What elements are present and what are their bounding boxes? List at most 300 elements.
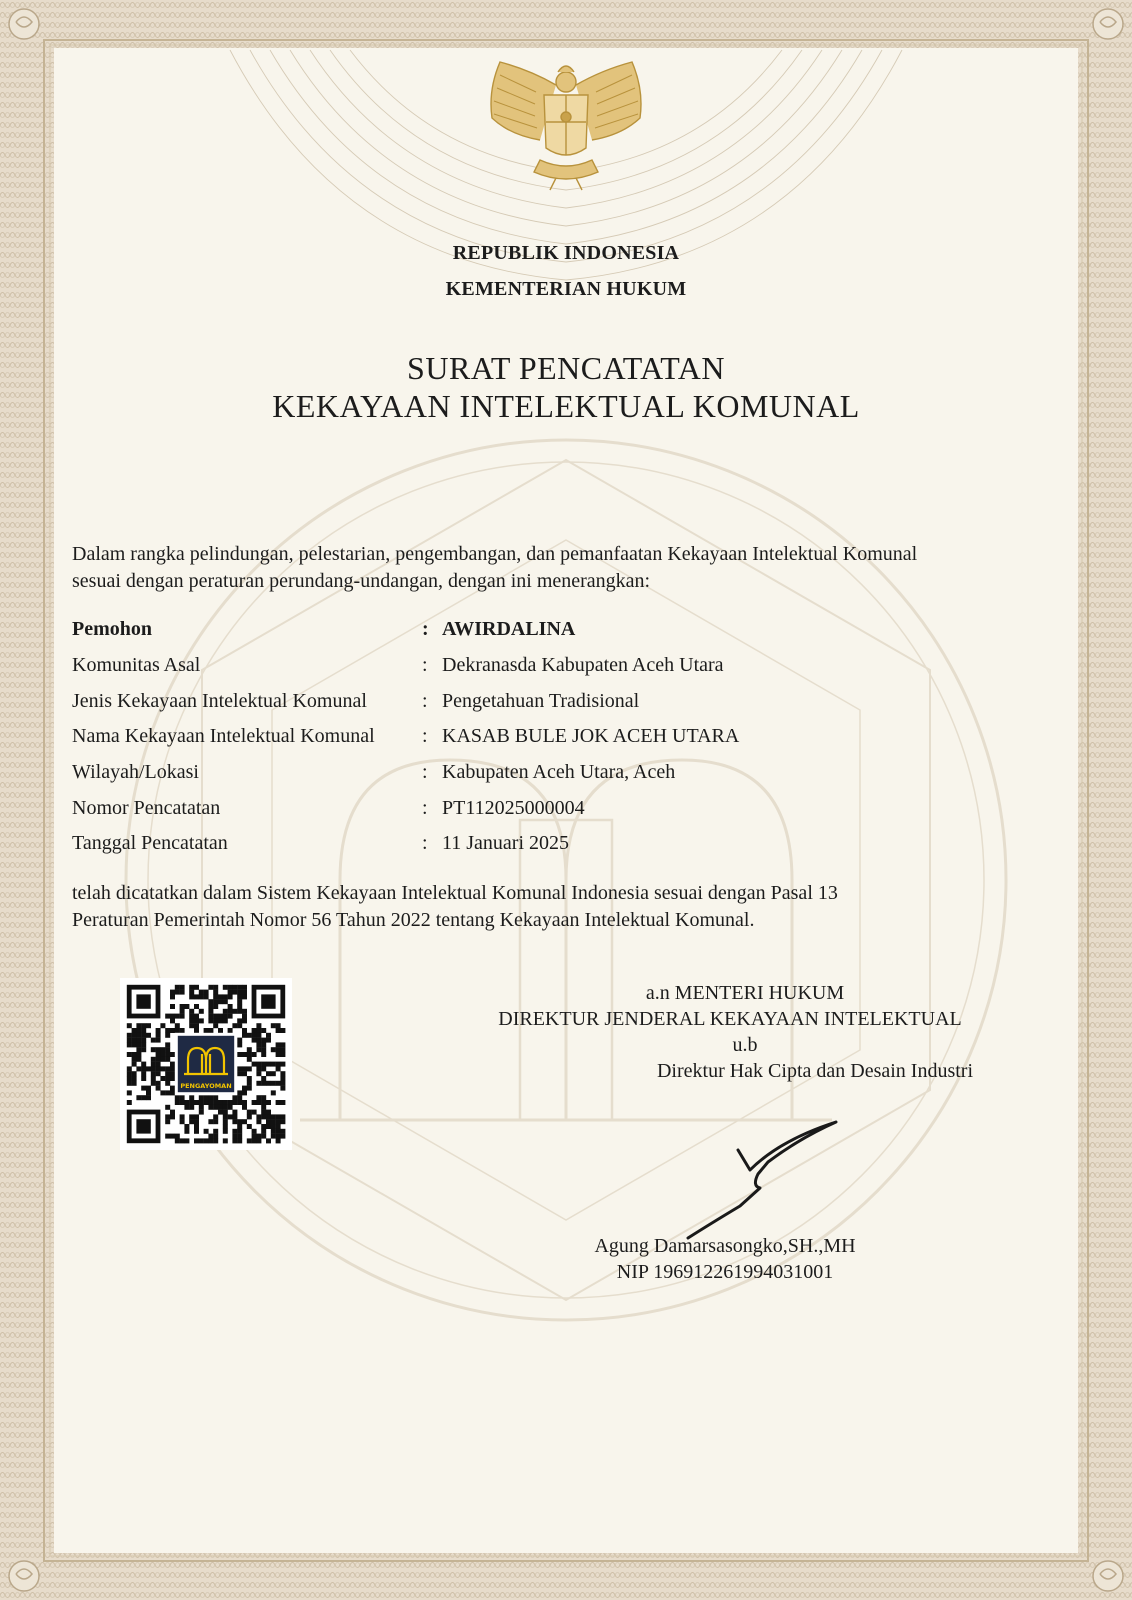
qr-module	[151, 1066, 156, 1071]
qr-module	[223, 1105, 228, 1110]
qr-module	[136, 1033, 141, 1038]
field-value: Dekranasda Kabupaten Aceh Utara	[442, 654, 724, 677]
qr-module	[218, 1014, 223, 1019]
qr-module	[189, 1014, 194, 1019]
qr-module	[132, 1071, 137, 1076]
qr-module	[165, 1047, 170, 1052]
qr-module	[165, 1033, 170, 1038]
qr-module	[247, 1081, 252, 1086]
qr-module	[141, 1071, 146, 1076]
qr-module	[280, 1114, 285, 1119]
qr-finder-core	[261, 994, 275, 1008]
signatory-line: DIREKTUR JENDERAL KEKAYAAN INTELEKTUAL	[498, 1008, 962, 1030]
qr-module	[237, 1138, 242, 1143]
qr-module	[208, 1105, 213, 1110]
qr-module	[256, 1114, 261, 1119]
qr-module	[218, 1105, 223, 1110]
qr-module	[242, 1052, 247, 1057]
qr-module	[261, 1042, 266, 1047]
qr-module	[232, 1114, 237, 1119]
qr-module	[165, 1076, 170, 1081]
qr-module	[247, 1138, 252, 1143]
field-row	[72, 755, 739, 791]
qr-module	[170, 1071, 175, 1076]
signatory-line: u.b	[732, 1034, 758, 1056]
field-label: Tanggal Pencatatan	[72, 832, 228, 855]
field-row	[72, 826, 739, 862]
qr-module	[132, 1081, 137, 1086]
qr-module	[141, 1042, 146, 1047]
qr-module	[237, 1124, 242, 1129]
qr-module	[132, 1057, 137, 1062]
qr-module	[276, 1081, 281, 1086]
qr-module	[232, 1095, 237, 1100]
qr-module	[223, 1129, 228, 1134]
qr-module	[223, 994, 228, 999]
qr-module	[165, 1105, 170, 1110]
qr-module	[213, 1018, 218, 1023]
field-row	[72, 719, 739, 755]
qr-module	[247, 1057, 252, 1062]
qr-module	[165, 1057, 170, 1062]
qr-module	[276, 1028, 281, 1033]
field-label: Nama Kekayaan Intelektual Komunal	[72, 725, 375, 748]
qr-module	[252, 1033, 257, 1038]
field-label: Nomor Pencatatan	[72, 796, 221, 819]
qr-module	[175, 1028, 180, 1033]
qr-module	[184, 1004, 189, 1009]
qr-module	[242, 1018, 247, 1023]
registration-details-table	[72, 612, 739, 862]
qr-module	[242, 1100, 247, 1105]
field-colon: :	[422, 761, 428, 784]
qr-module	[194, 1004, 199, 1009]
qr-module	[218, 994, 223, 999]
signatory-title-block	[440, 980, 1020, 1084]
qr-module	[242, 1009, 247, 1014]
field-value: Kabupaten Aceh Utara, Aceh	[442, 761, 676, 784]
qr-module	[237, 1004, 242, 1009]
qr-module	[232, 1134, 237, 1139]
qr-module	[189, 1095, 194, 1100]
qr-module	[170, 1018, 175, 1023]
qr-module	[156, 1081, 161, 1086]
qr-module	[261, 1129, 266, 1134]
handwritten-signature	[680, 1110, 850, 1240]
qr-module	[194, 1018, 199, 1023]
qr-module	[160, 1047, 165, 1052]
qr-module	[237, 1071, 242, 1076]
qr-module	[180, 1009, 185, 1014]
qr-module	[180, 1095, 185, 1100]
qr-module	[276, 1119, 281, 1124]
qr-module	[127, 1071, 132, 1076]
qr-module	[271, 1129, 276, 1134]
qr-module	[266, 1038, 271, 1043]
signatory-line: a.n MENTERI HUKUM	[645, 982, 845, 1004]
qr-module	[237, 994, 242, 999]
qr-module	[175, 1134, 180, 1139]
qr-module	[127, 1076, 132, 1081]
qr-module	[247, 1076, 252, 1081]
qr-module	[156, 1057, 161, 1062]
qr-module	[208, 1018, 213, 1023]
field-colon: :	[422, 654, 428, 677]
qr-module	[261, 1124, 266, 1129]
qr-module	[141, 1028, 146, 1033]
qr-module	[146, 1090, 151, 1095]
qr-module	[146, 1023, 151, 1028]
qr-module	[136, 1047, 141, 1052]
qr-module	[151, 1071, 156, 1076]
qr-module	[132, 1076, 137, 1081]
qr-module	[208, 1095, 213, 1100]
qr-module	[218, 1018, 223, 1023]
qr-module	[213, 1023, 218, 1028]
qr-module	[180, 1028, 185, 1033]
qr-module	[199, 1100, 204, 1105]
qr-module	[156, 1033, 161, 1038]
qr-module	[280, 1100, 285, 1105]
qr-module	[266, 1071, 271, 1076]
qr-module	[170, 1052, 175, 1057]
qr-module	[276, 1134, 281, 1139]
qr-module	[175, 985, 180, 990]
qr-module	[276, 1062, 281, 1067]
qr-module	[165, 1081, 170, 1086]
qr-module	[218, 1100, 223, 1105]
qr-module	[132, 1038, 137, 1043]
qr-module	[271, 1023, 276, 1028]
qr-module	[228, 1014, 233, 1019]
qr-module	[266, 1081, 271, 1086]
qr-module	[170, 1110, 175, 1115]
qr-module	[252, 1062, 257, 1067]
field-value: PT112025000004	[442, 796, 585, 819]
qr-module	[136, 1038, 141, 1043]
qr-module	[165, 1134, 170, 1139]
qr-module	[280, 1119, 285, 1124]
qr-module	[223, 999, 228, 1004]
qr-module	[223, 1138, 228, 1143]
qr-module	[252, 1100, 257, 1105]
qr-module	[170, 1086, 175, 1091]
qr-module	[180, 1004, 185, 1009]
qr-module	[242, 1090, 247, 1095]
qr-module	[256, 1042, 261, 1047]
qr-module	[160, 1023, 165, 1028]
qr-module	[237, 1018, 242, 1023]
qr-module	[276, 1124, 281, 1129]
qr-module	[189, 990, 194, 995]
qr-module	[184, 1129, 189, 1134]
qr-module	[280, 1052, 285, 1057]
qr-module	[266, 1062, 271, 1067]
qr-module	[165, 1042, 170, 1047]
qr-module	[141, 1023, 146, 1028]
qr-module	[256, 1023, 261, 1028]
qr-module	[237, 1129, 242, 1134]
qr-module	[208, 999, 213, 1004]
qr-module	[223, 1009, 228, 1014]
qr-module	[213, 1014, 218, 1019]
field-value: Pengetahuan Tradisional	[442, 689, 640, 712]
qr-module	[213, 1004, 218, 1009]
qr-module	[194, 1028, 199, 1033]
qr-module	[151, 1076, 156, 1081]
qr-module	[228, 990, 233, 995]
qr-module	[247, 1110, 252, 1115]
qr-module	[237, 1066, 242, 1071]
qr-module	[180, 985, 185, 990]
qr-module	[252, 1052, 257, 1057]
signatory-name: Agung Damarsasongko,SH.,MH	[594, 1235, 856, 1257]
qr-module	[266, 1110, 271, 1115]
field-colon: :	[422, 725, 428, 748]
qr-module	[175, 990, 180, 995]
field-colon: :	[422, 832, 428, 855]
qr-module	[213, 1105, 218, 1110]
qr-module	[184, 1124, 189, 1129]
qr-module	[165, 1052, 170, 1057]
qr-module	[141, 1066, 146, 1071]
qr-module	[232, 985, 237, 990]
qr-module	[141, 1038, 146, 1043]
qr-module	[261, 1081, 266, 1086]
qr-module	[204, 1129, 209, 1134]
qr-module	[194, 985, 199, 990]
qr-module	[160, 1090, 165, 1095]
qr-module	[252, 1110, 257, 1115]
verification-qr-code[interactable]	[120, 978, 292, 1150]
country-title: REPUBLIK INDONESIA	[452, 242, 680, 264]
qr-module	[237, 990, 242, 995]
qr-module	[266, 1100, 271, 1105]
qr-module	[223, 1100, 228, 1105]
qr-module	[199, 994, 204, 999]
field-colon: :	[422, 618, 429, 641]
qr-module	[261, 1028, 266, 1033]
qr-module	[127, 1038, 132, 1043]
ministry-title: KEMENTERIAN HUKUM	[445, 278, 687, 300]
qr-module	[228, 994, 233, 999]
qr-module	[175, 1095, 180, 1100]
qr-module	[170, 1028, 175, 1033]
qr-module	[132, 1042, 137, 1047]
qr-module	[237, 1100, 242, 1105]
qr-module	[232, 1100, 237, 1105]
qr-module	[237, 1095, 242, 1100]
qr-module	[213, 1138, 218, 1143]
qr-module	[276, 1047, 281, 1052]
qr-module	[189, 1023, 194, 1028]
qr-module	[194, 1114, 199, 1119]
qr-module	[247, 1052, 252, 1057]
qr-module	[146, 1086, 151, 1091]
qr-module	[280, 1047, 285, 1052]
qr-module	[261, 1038, 266, 1043]
qr-module	[280, 1081, 285, 1086]
qr-module	[280, 1028, 285, 1033]
qr-module	[156, 1038, 161, 1043]
qr-module	[256, 1038, 261, 1043]
qr-module	[189, 1114, 194, 1119]
qr-module	[228, 1004, 233, 1009]
qr-module	[141, 1062, 146, 1067]
qr-module	[208, 1134, 213, 1139]
qr-module	[261, 1110, 266, 1115]
qr-module	[165, 1119, 170, 1124]
qr-module	[136, 1028, 141, 1033]
field-value: KASAB BULE JOK ACEH UTARA	[442, 725, 740, 748]
qr-module	[213, 1100, 218, 1105]
qr-module	[194, 1138, 199, 1143]
qr-module	[213, 985, 218, 990]
qr-module	[127, 1042, 132, 1047]
qr-module	[276, 1066, 281, 1071]
qr-module	[180, 1114, 185, 1119]
qr-module	[242, 1014, 247, 1019]
qr-module	[151, 1062, 156, 1067]
qr-module	[132, 1033, 137, 1038]
qr-module	[151, 1081, 156, 1086]
qr-module	[160, 1052, 165, 1057]
qr-module	[256, 1062, 261, 1067]
qr-module	[204, 994, 209, 999]
qr-module	[132, 1062, 137, 1067]
qr-module	[213, 990, 218, 995]
qr-module	[165, 1014, 170, 1019]
qr-module	[180, 990, 185, 995]
qr-module	[156, 1062, 161, 1067]
qr-module	[218, 1110, 223, 1115]
field-row	[72, 790, 739, 826]
qr-module	[237, 1042, 242, 1047]
qr-module	[146, 1095, 151, 1100]
qr-module	[242, 1119, 247, 1124]
field-label: Pemohon	[72, 618, 152, 641]
qr-module	[170, 990, 175, 995]
qr-module	[194, 1119, 199, 1124]
qr-module	[213, 1134, 218, 1139]
qr-module	[204, 1100, 209, 1105]
qr-module	[204, 1138, 209, 1143]
qr-module	[170, 1014, 175, 1019]
qr-module	[242, 1028, 247, 1033]
qr-module	[276, 1023, 281, 1028]
qr-module	[256, 1071, 261, 1076]
qr-module	[256, 1033, 261, 1038]
closing-line: Peraturan Pemerintah Nomor 56 Tahun 2022 tentang Kekayaan Intelektual Komunal.	[72, 909, 755, 931]
qr-module	[266, 1138, 271, 1143]
qr-module	[170, 1114, 175, 1119]
qr-module	[127, 1090, 132, 1095]
qr-module	[242, 1066, 247, 1071]
qr-module	[213, 1095, 218, 1100]
field-colon: :	[422, 796, 428, 819]
qr-module	[208, 1004, 213, 1009]
qr-module	[156, 1066, 161, 1071]
qr-module	[252, 1038, 257, 1043]
qr-module	[242, 990, 247, 995]
qr-module	[223, 1018, 228, 1023]
qr-module	[175, 1014, 180, 1019]
qr-module	[194, 1023, 199, 1028]
qr-module	[242, 994, 247, 999]
qr-module	[237, 1090, 242, 1095]
qr-module	[189, 1105, 194, 1110]
qr-module	[223, 1124, 228, 1129]
qr-module	[228, 985, 233, 990]
qr-module	[237, 1023, 242, 1028]
qr-module	[280, 1062, 285, 1067]
qr-module	[194, 994, 199, 999]
qr-module	[261, 1076, 266, 1081]
field-row	[72, 612, 739, 648]
qr-module	[247, 1066, 252, 1071]
qr-module	[199, 1105, 204, 1110]
qr-module	[256, 1047, 261, 1052]
qr-module	[247, 1086, 252, 1091]
qr-module	[180, 1100, 185, 1105]
qr-module	[213, 1119, 218, 1124]
qr-module	[180, 1014, 185, 1019]
qr-module	[165, 1114, 170, 1119]
qr-module	[237, 1052, 242, 1057]
qr-module	[156, 1028, 161, 1033]
qr-module	[276, 1042, 281, 1047]
qr-module	[271, 1124, 276, 1129]
qr-module	[199, 1110, 204, 1115]
qr-module	[175, 1138, 180, 1143]
qr-module	[204, 1095, 209, 1100]
qr-module	[256, 1100, 261, 1105]
qr-module	[223, 1114, 228, 1119]
qr-module	[276, 1100, 281, 1105]
qr-module	[218, 1028, 223, 1033]
qr-module	[271, 1062, 276, 1067]
qr-module	[165, 1066, 170, 1071]
qr-module	[261, 1066, 266, 1071]
qr-module	[151, 1038, 156, 1043]
qr-module	[256, 1138, 261, 1143]
qr-module	[223, 1014, 228, 1019]
qr-module	[232, 1023, 237, 1028]
qr-module	[127, 1100, 132, 1105]
qr-module	[261, 1047, 266, 1052]
qr-module	[242, 1105, 247, 1110]
qr-module	[276, 1114, 281, 1119]
qr-module	[146, 1033, 151, 1038]
qr-finder-core	[136, 1119, 150, 1133]
qr-module	[261, 1052, 266, 1057]
qr-module	[208, 1014, 213, 1019]
qr-module	[127, 1066, 132, 1071]
qr-module	[208, 985, 213, 990]
qr-module	[141, 1033, 146, 1038]
qr-module	[232, 1009, 237, 1014]
qr-module	[280, 1076, 285, 1081]
qr-module	[266, 1033, 271, 1038]
qr-module	[280, 1129, 285, 1134]
qr-module	[213, 1114, 218, 1119]
qr-module	[189, 994, 194, 999]
qr-module	[271, 1134, 276, 1139]
qr-module	[136, 1042, 141, 1047]
signatory-nip: NIP 196912261994031001	[616, 1261, 834, 1283]
qr-module	[194, 1100, 199, 1105]
qr-module	[228, 1105, 233, 1110]
